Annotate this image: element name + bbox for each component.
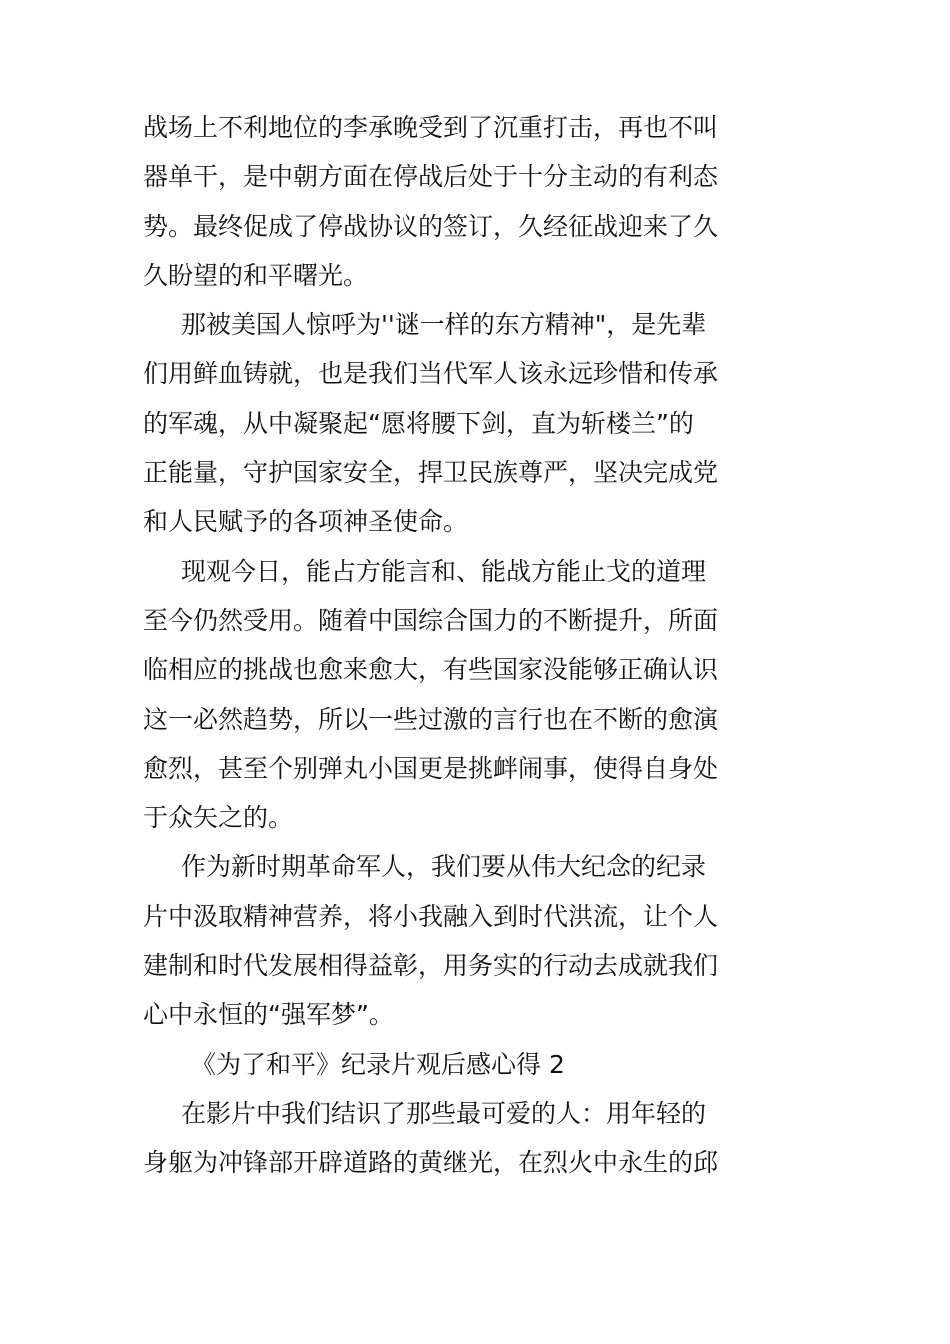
- text-line: 久盼望的和平曙光。: [143, 260, 369, 290]
- text-line: 作为新时期革命军人，我们要从伟大纪念的纪录: [181, 852, 707, 882]
- text-line: 至今仍然受用。随着中国综合国力的不断提升，所面: [143, 605, 719, 635]
- text-line: 在影片中我们结识了那些最可爱的人：用年轻的: [181, 1098, 707, 1128]
- document-body: [143, 103, 783, 1188]
- text-line: 于众矢之的。: [143, 803, 294, 833]
- text-line: 正能量，守护国家安全，捍卫民族尊严，坚决完成党: [143, 458, 719, 488]
- text-line: 势。最终促成了停战协议的签订，久经征战迎来了久: [143, 211, 719, 241]
- text-line: 那被美国人惊呼为''谜一样的东方精神"，是先辈: [181, 310, 707, 340]
- text-line: 的军魂，从中凝聚起“愿将腰下剑，直为斩楼兰”的: [143, 408, 694, 438]
- text-line: 临相应的挑战也愈来愈大，有些国家没能够正确认识: [143, 655, 719, 685]
- text-line: 们用鲜血铸就，也是我们当代军人该永远珍惜和传承: [143, 359, 719, 389]
- text-line: 器单干，是中朝方面在停战后处于十分主动的有利态: [143, 162, 719, 192]
- text-line: 建制和时代发展相得益彰，用务实的行动去成就我们: [143, 951, 719, 981]
- text-line: 愈烈，甚至个别弹丸小国更是挑衅闹事，使得自身处: [143, 753, 719, 783]
- section-heading: 《为了和平》纪录片观后感心得 2: [191, 1049, 565, 1079]
- text-line: 这一必然趋势，所以一些过激的言行也在不断的愈演: [143, 704, 719, 734]
- text-line: 和人民赋予的各项神圣使命。: [143, 507, 469, 537]
- text-line: 心中永恒的“强军梦”。: [143, 1000, 394, 1030]
- text-line: 片中汲取精神营养，将小我融入到时代洪流，让个人: [143, 901, 719, 931]
- text-line: 身躯为冲锋部开辟道路的黄继光，在烈火中永生的邱: [143, 1148, 719, 1178]
- text-line: 战场上不利地位的李承晚受到了沉重打击，再也不叫: [143, 113, 719, 142]
- text-line: 现观今日，能占方能言和、能战方能止戈的道理: [181, 556, 707, 586]
